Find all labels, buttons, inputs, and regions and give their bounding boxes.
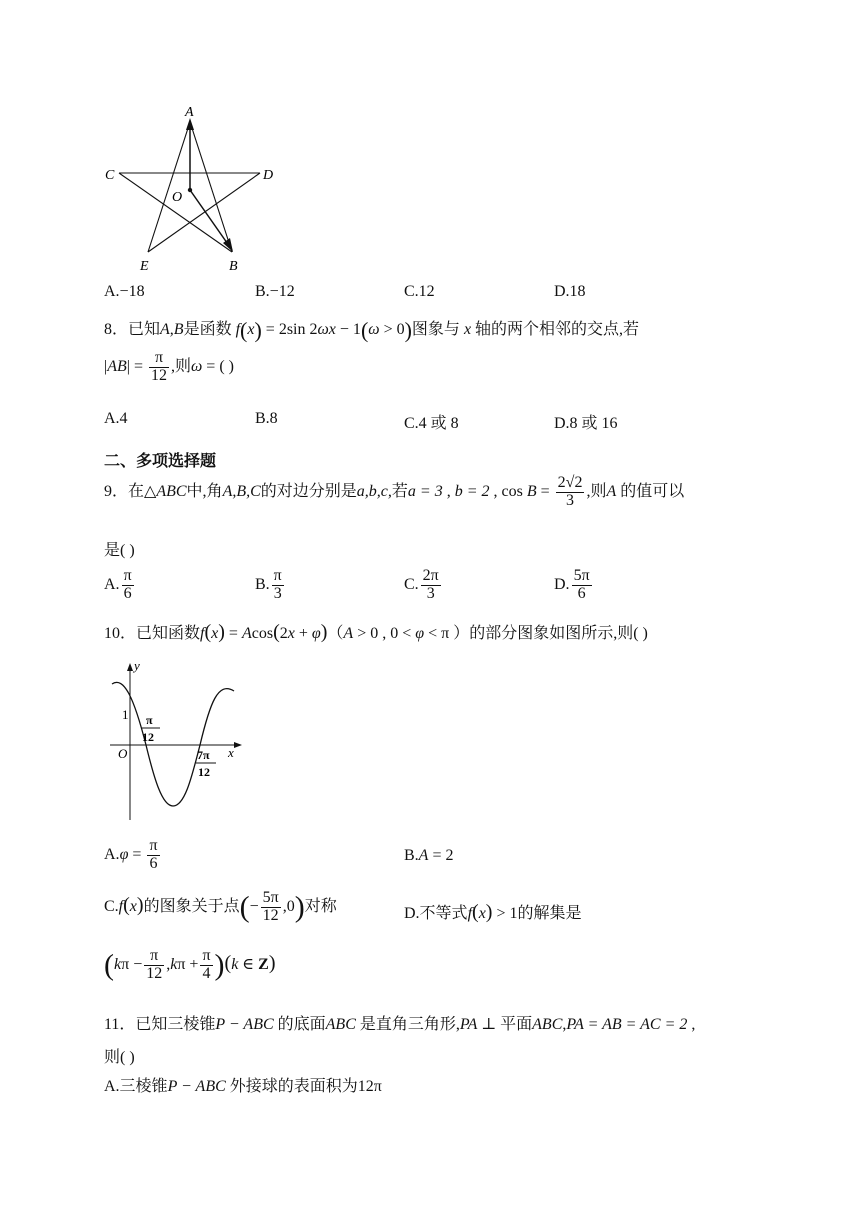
axis-y-label: y (134, 658, 140, 673)
q7-option-c[interactable]: C.12 (404, 283, 435, 300)
label-B: B (229, 259, 238, 274)
q8-option-d[interactable]: D.8 或 16 (554, 415, 618, 432)
q8-option-b[interactable]: B.8 (255, 410, 278, 427)
svg-text:12: 12 (142, 730, 154, 744)
q7-option-a[interactable]: A.−18 (104, 283, 145, 300)
q9-option-b[interactable]: B. $\frac{\pi}{3}$ (255, 567, 282, 602)
section-heading: 二、多项选择题 (104, 451, 217, 470)
q8-option-c[interactable]: C.4 或 8 (404, 415, 459, 432)
label-O: O (172, 190, 183, 205)
q11-option-a[interactable]: A.三棱锥P − ABC 外接球的表面积为12π (104, 1078, 382, 1095)
q10-option-d-solution: (kπ − $\frac{\pi}{12}$ ,kπ + $\frac{\pi}{4}$ )(k ∈ Z) (104, 947, 276, 982)
star-figure (95, 100, 295, 275)
q11-stem-line2: 则( ) (104, 1049, 135, 1066)
label-D: D (263, 168, 274, 183)
label-C: C (105, 168, 115, 183)
q10-stem: 10．已知函数f(x) = Acos(2x + φ)（A > 0 , 0 < φ < π ）的部分图象如图所示,则( ) (104, 621, 648, 643)
q10-option-c[interactable]: C.f(x)的图象关于点(− $\frac{5\pi}{12}$ ,0)对称 (104, 889, 337, 924)
y-intercept-label: 1 (122, 707, 129, 722)
q8-stem-line2: |AB| = $\frac{\pi}{12}$ ,则ω = ( ) (104, 349, 234, 384)
cosine-graph (100, 658, 250, 823)
q8-stem-line1: 8．已知A,B是函数 f(x) = 2sin 2ωx − 1(ω > 0)图象与 x 轴的两个相邻的交点,若 (104, 317, 640, 343)
label-E: E (140, 259, 149, 274)
label-A: A (185, 105, 194, 120)
q9-option-a[interactable]: A. $\frac{\pi}{6}$ (104, 567, 132, 602)
q10-option-d[interactable]: D.不等式f(x) > 1的解集是 (404, 901, 582, 923)
q9-option-c[interactable]: C. $\frac{2\pi}{3}$ (404, 567, 439, 602)
vector-OB (190, 190, 232, 250)
q11-stem-line1: 11．已知三棱锥P − ABC 的底面ABC 是直角三角形,PA ⊥ 平面ABC,PA = AB = AC = 2 , (104, 1016, 696, 1033)
q9-stem-line2: 是( ) (104, 542, 135, 559)
q7-option-d[interactable]: D.18 (554, 283, 586, 300)
q7-option-b[interactable]: B.−12 (255, 283, 295, 300)
q10-option-a[interactable]: A.φ = $\frac{\pi}{6}$ (104, 837, 158, 872)
origin-label: O (118, 746, 128, 761)
svg-text:π: π (146, 713, 153, 727)
q8-option-a[interactable]: A.4 (104, 410, 128, 427)
q9-option-d[interactable]: D. $\frac{5\pi}{6}$ (554, 567, 590, 602)
q10-option-b[interactable]: B.A = 2 (404, 847, 454, 864)
svg-text:7π: 7π (197, 748, 210, 762)
q9-stem-line1: 9．在△ABC中,角A,B,C的对边分别是a,b,c,若a = 3 , b = 2 , cos B = $\frac{2√2}{3}$ ,则A 的值可以 (104, 474, 685, 509)
svg-text:12: 12 (198, 765, 210, 779)
axis-x-label: x (228, 745, 234, 760)
